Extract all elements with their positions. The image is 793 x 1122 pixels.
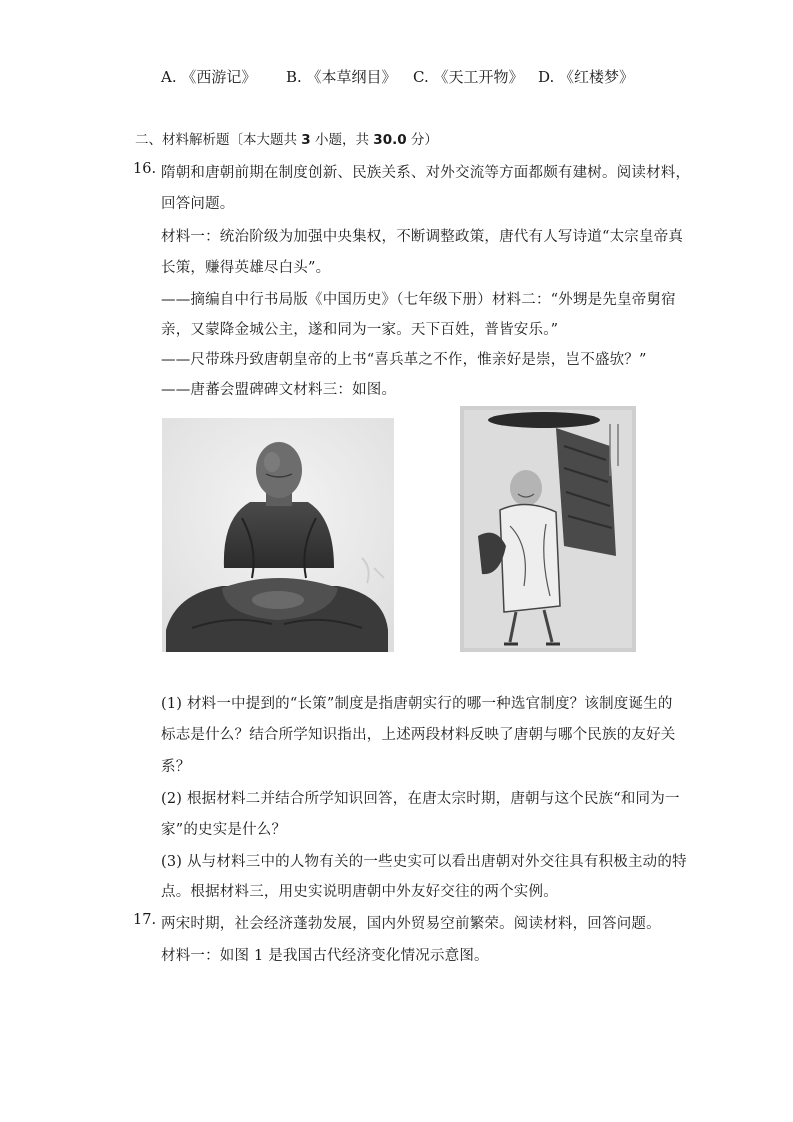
q16-sub-2-line-2: 家”的史实是什么？ [161,822,287,838]
seated-monk-statue-image [162,418,394,652]
option-a: A. 《西游记》 [161,68,257,86]
q16-sub-3-line-2: 点。根据材料三，用史实说明唐朝中外友好交往的两个实例。 [161,884,558,900]
traveling-monk-painting-drawing [460,406,636,652]
traveling-monk-painting-image [460,406,636,652]
section-heading [135,128,438,148]
q16-sub-1-line-1: (1) 材料一中提到的“长策”制度是指唐朝实行的哪一种选官制度？该制度诞生的 [161,696,673,712]
section-title-prefix: 二、材料解析题〔本大题共 [135,132,302,148]
q16-sub-2-line-1: (2) 根据材料二并结合所学知识回答，在唐太宗时期，唐朝与这个民族“和同为一 [161,791,680,807]
q16-line-8: ——唐蕃会盟碑碑文材料三：如图。 [161,382,397,398]
option-b: B. 《本草纲目》 [286,68,397,86]
q16-line-6: 亲，又蒙降金城公主，遂和同为一家。天下百姓，普皆安乐。” [161,322,559,338]
section-title-mid: 小题，共 [310,132,374,148]
q16-line-3: 材料一：统治阶级为加强中央集权，不断调整政策，唐代有人写诗道“太宗皇帝真 [161,229,684,245]
q17-line-2: 材料一：如图 1 是我国古代经济变化情况示意图。 [161,948,489,964]
q16-line-4: 长策，赚得英雄尽白头”。 [161,260,331,276]
section-title-suffix: 分） [406,132,438,148]
question-16-number: 16. [133,161,157,177]
option-d: D. 《红楼梦》 [538,68,635,86]
q17-line-1: 两宋时期，社会经济蓬勃发展，国内外贸易空前繁荣。阅读材料，回答问题。 [161,916,661,932]
q16-sub-1-line-3: 系？ [161,759,191,775]
q16-line-7: ——尺带珠丹致唐朝皇帝的上书“喜兵革之不作，惟亲好是崇，岂不盛欤？” [161,352,647,368]
q16-sub-1-line-2: 标志是什么？结合所学知识指出，上述两段材料反映了唐朝与哪个民族的友好关 [161,727,676,743]
q16-line-2: 回答问题。 [161,196,235,212]
section-count: 3 [301,132,311,148]
q16-line-5: ——摘编自中行书局版《中国历史》（七年级下册）材料二：“外甥是先皇帝舅宿 [161,292,676,308]
answer-options [161,66,634,87]
option-c: C. 《天工开物》 [413,68,524,86]
q16-sub-3-line-1: (3) 从与材料三中的人物有关的一些史实可以看出唐朝对外交往具有积极主动的特 [161,854,687,870]
section-score: 30.0 [373,132,407,148]
question-17-number: 17. [133,912,157,928]
seated-monk-statue-drawing [162,418,394,652]
q16-line-1: 隋朝和唐朝前期在制度创新、民族关系、对外交流等方面都颇有建树。阅读材料， [161,165,691,181]
